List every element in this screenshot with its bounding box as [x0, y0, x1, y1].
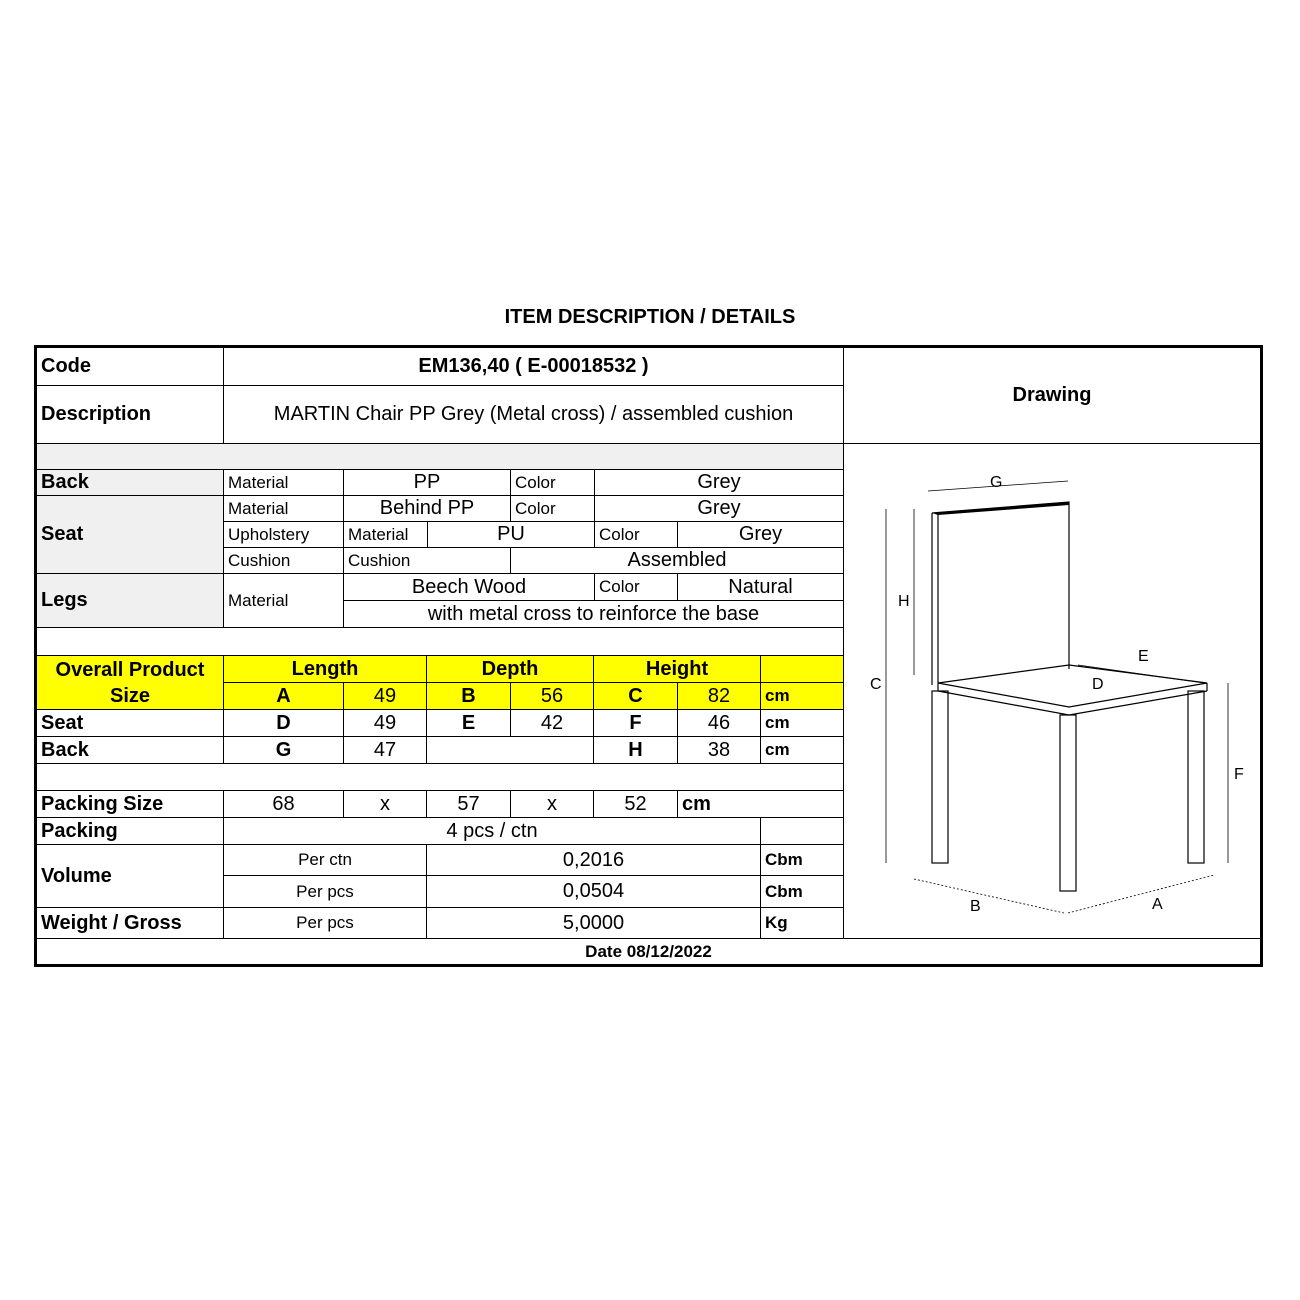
drawing-letter-e: E [1138, 648, 1149, 665]
seat-color: Grey [595, 496, 844, 522]
size-seat-label: Seat [37, 710, 224, 737]
dim-c-letter: C [594, 683, 678, 710]
drawing-label: Drawing [844, 348, 1260, 444]
height-label: Height [594, 656, 761, 683]
seat-material: Behind PP [344, 496, 511, 522]
packing-value: 4 pcs / ctn [224, 818, 761, 845]
upholstery-label: Upholstery [224, 522, 344, 548]
dim-b-value: 56 [511, 683, 594, 710]
packing-unit: cm [678, 791, 844, 818]
back-blank [427, 737, 594, 764]
dim-f-value: 46 [678, 710, 761, 737]
date: Date 08/12/2022 [585, 941, 712, 961]
drawing-letter-h: H [898, 593, 910, 610]
unit-header-blank [761, 656, 844, 683]
dim-a-value: 49 [344, 683, 427, 710]
volume-per-pcs-label: Per pcs [224, 876, 427, 908]
packing-x2: x [511, 791, 594, 818]
packing-width: 57 [427, 791, 511, 818]
code-value: EM136,40 ( E-00018532 ) [224, 348, 844, 386]
seat-unit: cm [761, 710, 844, 737]
seat-color-label: Color [511, 496, 595, 522]
packing-size-label: Packing Size [37, 791, 224, 818]
volume-per-ctn-label: Per ctn [224, 845, 427, 876]
legs-note: with metal cross to reinforce the base [344, 601, 844, 628]
packing-x1: x [344, 791, 427, 818]
dim-h-letter: H [594, 737, 678, 764]
description-label: Description [37, 386, 224, 444]
seat-material-label: Material [224, 496, 344, 522]
dim-c-value: 82 [678, 683, 761, 710]
spacer-row [37, 444, 844, 470]
dim-f-letter: F [594, 710, 678, 737]
seat-label: Seat [37, 496, 224, 574]
volume-per-ctn: 0,2016 [427, 845, 761, 876]
dim-b-letter: B [427, 683, 511, 710]
back-material: PP [344, 470, 511, 496]
volume-per-pcs-unit: Cbm [761, 876, 844, 908]
legs-label: Legs [37, 574, 224, 628]
length-label: Length [224, 656, 427, 683]
legs-material-label: Material [224, 574, 344, 628]
dim-h-value: 38 [678, 737, 761, 764]
cushion-value: Assembled [511, 548, 844, 574]
back-color: Grey [595, 470, 844, 496]
description-value: MARTIN Chair PP Grey (Metal cross) / assembled cushion [224, 386, 844, 444]
drawing-letter-b: B [970, 898, 981, 915]
drawing-letter-f: F [1234, 766, 1244, 783]
volume-per-ctn-unit: Cbm [761, 845, 844, 876]
dim-g-value: 47 [344, 737, 427, 764]
size-back-label: Back [37, 737, 224, 764]
weight-per-pcs-label: Per pcs [224, 908, 427, 939]
page-title: ITEM DESCRIPTION / DETAILS [504, 306, 796, 328]
upholstery-material-label: Material [344, 522, 428, 548]
upholstery-color-label: Color [595, 522, 678, 548]
drawing-letter-g: G [990, 474, 1003, 491]
dim-a-letter: A [224, 683, 344, 710]
depth-label: Depth [427, 656, 594, 683]
code-label: Code [37, 348, 224, 386]
dim-e-letter: E [427, 710, 511, 737]
dim-e-value: 42 [511, 710, 594, 737]
legs-material: Beech Wood [344, 574, 595, 601]
back-color-label: Color [511, 470, 595, 496]
weight-unit: Kg [761, 908, 844, 939]
packing-blank [761, 818, 844, 845]
overall-unit: cm [761, 683, 844, 710]
back-material-label: Material [224, 470, 344, 496]
overall-size-label: Overall Product Size [37, 656, 224, 710]
dim-d-value: 49 [344, 710, 427, 737]
back-unit: cm [761, 737, 844, 764]
cushion-sub-label: Cushion [344, 548, 511, 574]
packing-length: 68 [224, 791, 344, 818]
volume-per-pcs: 0,0504 [427, 876, 761, 908]
drawing-letter-c: C [870, 676, 882, 693]
drawing-letter-d: D [1092, 676, 1104, 693]
dim-g-letter: G [224, 737, 344, 764]
volume-label: Volume [37, 845, 224, 908]
spacer-row-2 [37, 628, 844, 656]
spacer-row-3 [37, 764, 844, 791]
upholstery-color: Grey [678, 522, 844, 548]
drawing-letter-a: A [1152, 896, 1163, 913]
chair-drawing [842, 443, 1262, 933]
weight-label: Weight / Gross [37, 908, 224, 939]
back-label: Back [37, 470, 224, 496]
packing-height: 52 [594, 791, 678, 818]
upholstery-material: PU [428, 522, 595, 548]
dim-d-letter: D [224, 710, 344, 737]
legs-color-label: Color [595, 574, 678, 601]
weight-value: 5,0000 [427, 908, 761, 939]
packing-label: Packing [37, 818, 224, 845]
cushion-label: Cushion [224, 548, 344, 574]
legs-color: Natural [678, 574, 844, 601]
